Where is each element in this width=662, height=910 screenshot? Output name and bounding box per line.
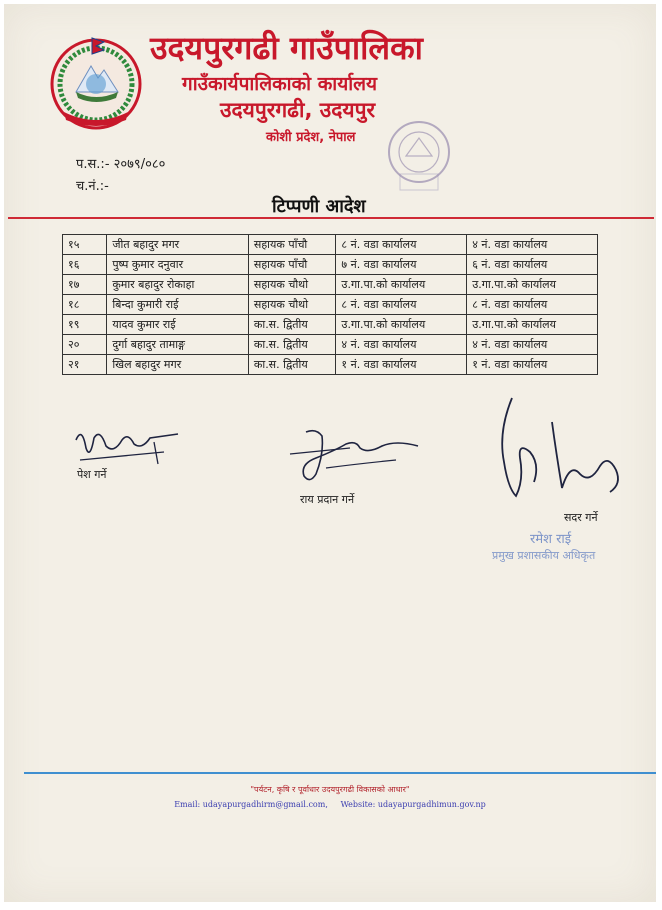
footer-slogan: "पर्यटन, कृषि र पूर्वाधार उदयपुरगढी विकासको आधार" xyxy=(250,785,410,794)
ps-label: प.स.:- xyxy=(76,157,110,172)
pesh-label: पेश गर्ने xyxy=(77,468,107,481)
serial-number-cell: १८ xyxy=(63,295,107,315)
officer-stamp-name: रमेश राई xyxy=(530,532,572,547)
post-cell: सहायक चौथो xyxy=(248,295,336,315)
office-subtitle: गाउँकार्यपालिकाको कार्यालय xyxy=(182,73,378,95)
current-office-cell: उ.गा.पा.को कार्यालय xyxy=(336,275,467,295)
header-divider xyxy=(8,217,654,219)
website-label: Website: xyxy=(340,800,376,809)
officer-stamp-title: प्रमुख प्रशासकीय अधिकृत xyxy=(492,549,596,562)
sadar-label: सदर गर्ने xyxy=(564,511,598,524)
post-cell: सहायक चौथो xyxy=(248,275,336,295)
new-office-cell: ४ नं. वडा कार्यालय xyxy=(467,335,598,355)
employee-name-cell: दुर्गा बहादुर तामाङ्ग xyxy=(107,335,249,355)
staff-transfer-table xyxy=(62,234,598,375)
table-row xyxy=(63,355,598,375)
ray-signature xyxy=(286,424,436,490)
email-link[interactable]: udayapurgadhirm@gmail.com, xyxy=(202,800,328,809)
footer-contact xyxy=(4,800,656,809)
serial-number-cell: १६ xyxy=(63,255,107,275)
employee-name-cell: यादव कुमार राई xyxy=(107,315,249,335)
table-row xyxy=(63,275,598,295)
current-office-cell: उ.गा.पा.को कार्यालय xyxy=(336,315,467,335)
new-office-cell: उ.गा.पा.को कार्यालय xyxy=(467,275,598,295)
serial-number-cell: १५ xyxy=(63,235,107,255)
pesh-signature xyxy=(68,420,188,472)
serial-number-cell: २१ xyxy=(63,355,107,375)
employee-name-cell: जीत बहादुर मगर xyxy=(107,235,249,255)
current-office-cell: १ नं. वडा कार्यालय xyxy=(336,355,467,375)
office-location: उदयपुरगढी, उदयपुर xyxy=(220,98,376,122)
current-office-cell: ८ नं. वडा कार्यालय xyxy=(336,235,467,255)
footer-divider xyxy=(24,772,656,774)
website-link[interactable]: udayapurgadhimun.gov.np xyxy=(377,800,486,809)
new-office-cell: उ.गा.पा.को कार्यालय xyxy=(467,315,598,335)
employee-name-cell: पुष्प कुमार दनुवार xyxy=(107,255,249,275)
table-row xyxy=(63,235,598,255)
post-cell: का.स. द्वितीय xyxy=(248,315,336,335)
ray-label: राय प्रदान गर्ने xyxy=(300,493,355,506)
table-row xyxy=(63,295,598,315)
employee-name-cell: बिन्दा कुमारी राई xyxy=(107,295,249,315)
document-title: टिप्पणी आदेश xyxy=(272,196,366,217)
new-office-cell: १ नं. वडा कार्यालय xyxy=(467,355,598,375)
post-cell: का.स. द्वितीय xyxy=(248,335,336,355)
current-office-cell: ७ नं. वडा कार्यालय xyxy=(336,255,467,275)
post-cell: सहायक पाँचौ xyxy=(248,255,336,275)
employee-name-cell: खिल बहादुर मगर xyxy=(107,355,249,375)
serial-number-cell: १९ xyxy=(63,315,107,335)
reference-cn xyxy=(76,176,109,194)
current-office-cell: ८ नं. वडा कार्यालय xyxy=(336,295,467,315)
reference-ps xyxy=(76,154,165,172)
current-office-cell: ४ नं. वडा कार्यालय xyxy=(336,335,467,355)
office-name: उदयपुरगढी गाउँपालिका xyxy=(150,29,423,67)
nepal-emblem-seal-icon xyxy=(46,32,146,132)
post-cell: का.स. द्वितीय xyxy=(248,355,336,375)
serial-number-cell: २० xyxy=(63,335,107,355)
ps-value: २०७९/०८० xyxy=(113,157,166,172)
table-row xyxy=(63,315,598,335)
new-office-cell: ४ नं. वडा कार्यालय xyxy=(467,235,598,255)
new-office-cell: ६ नं. वडा कार्यालय xyxy=(467,255,598,275)
new-office-cell: ८ नं. वडा कार्यालय xyxy=(467,295,598,315)
office-round-stamp-icon xyxy=(382,112,456,196)
email-label: Email: xyxy=(174,800,201,809)
sadar-signature xyxy=(490,392,630,510)
document-page xyxy=(4,4,656,902)
table-row xyxy=(63,335,598,355)
office-province: कोशी प्रदेश, नेपाल xyxy=(266,130,356,145)
post-cell: सहायक पाँचौ xyxy=(248,235,336,255)
employee-name-cell: कुमार बहादुर रोकाहा xyxy=(107,275,249,295)
serial-number-cell: १७ xyxy=(63,275,107,295)
table-row xyxy=(63,255,598,275)
cn-label: च.नं.:- xyxy=(76,179,109,194)
